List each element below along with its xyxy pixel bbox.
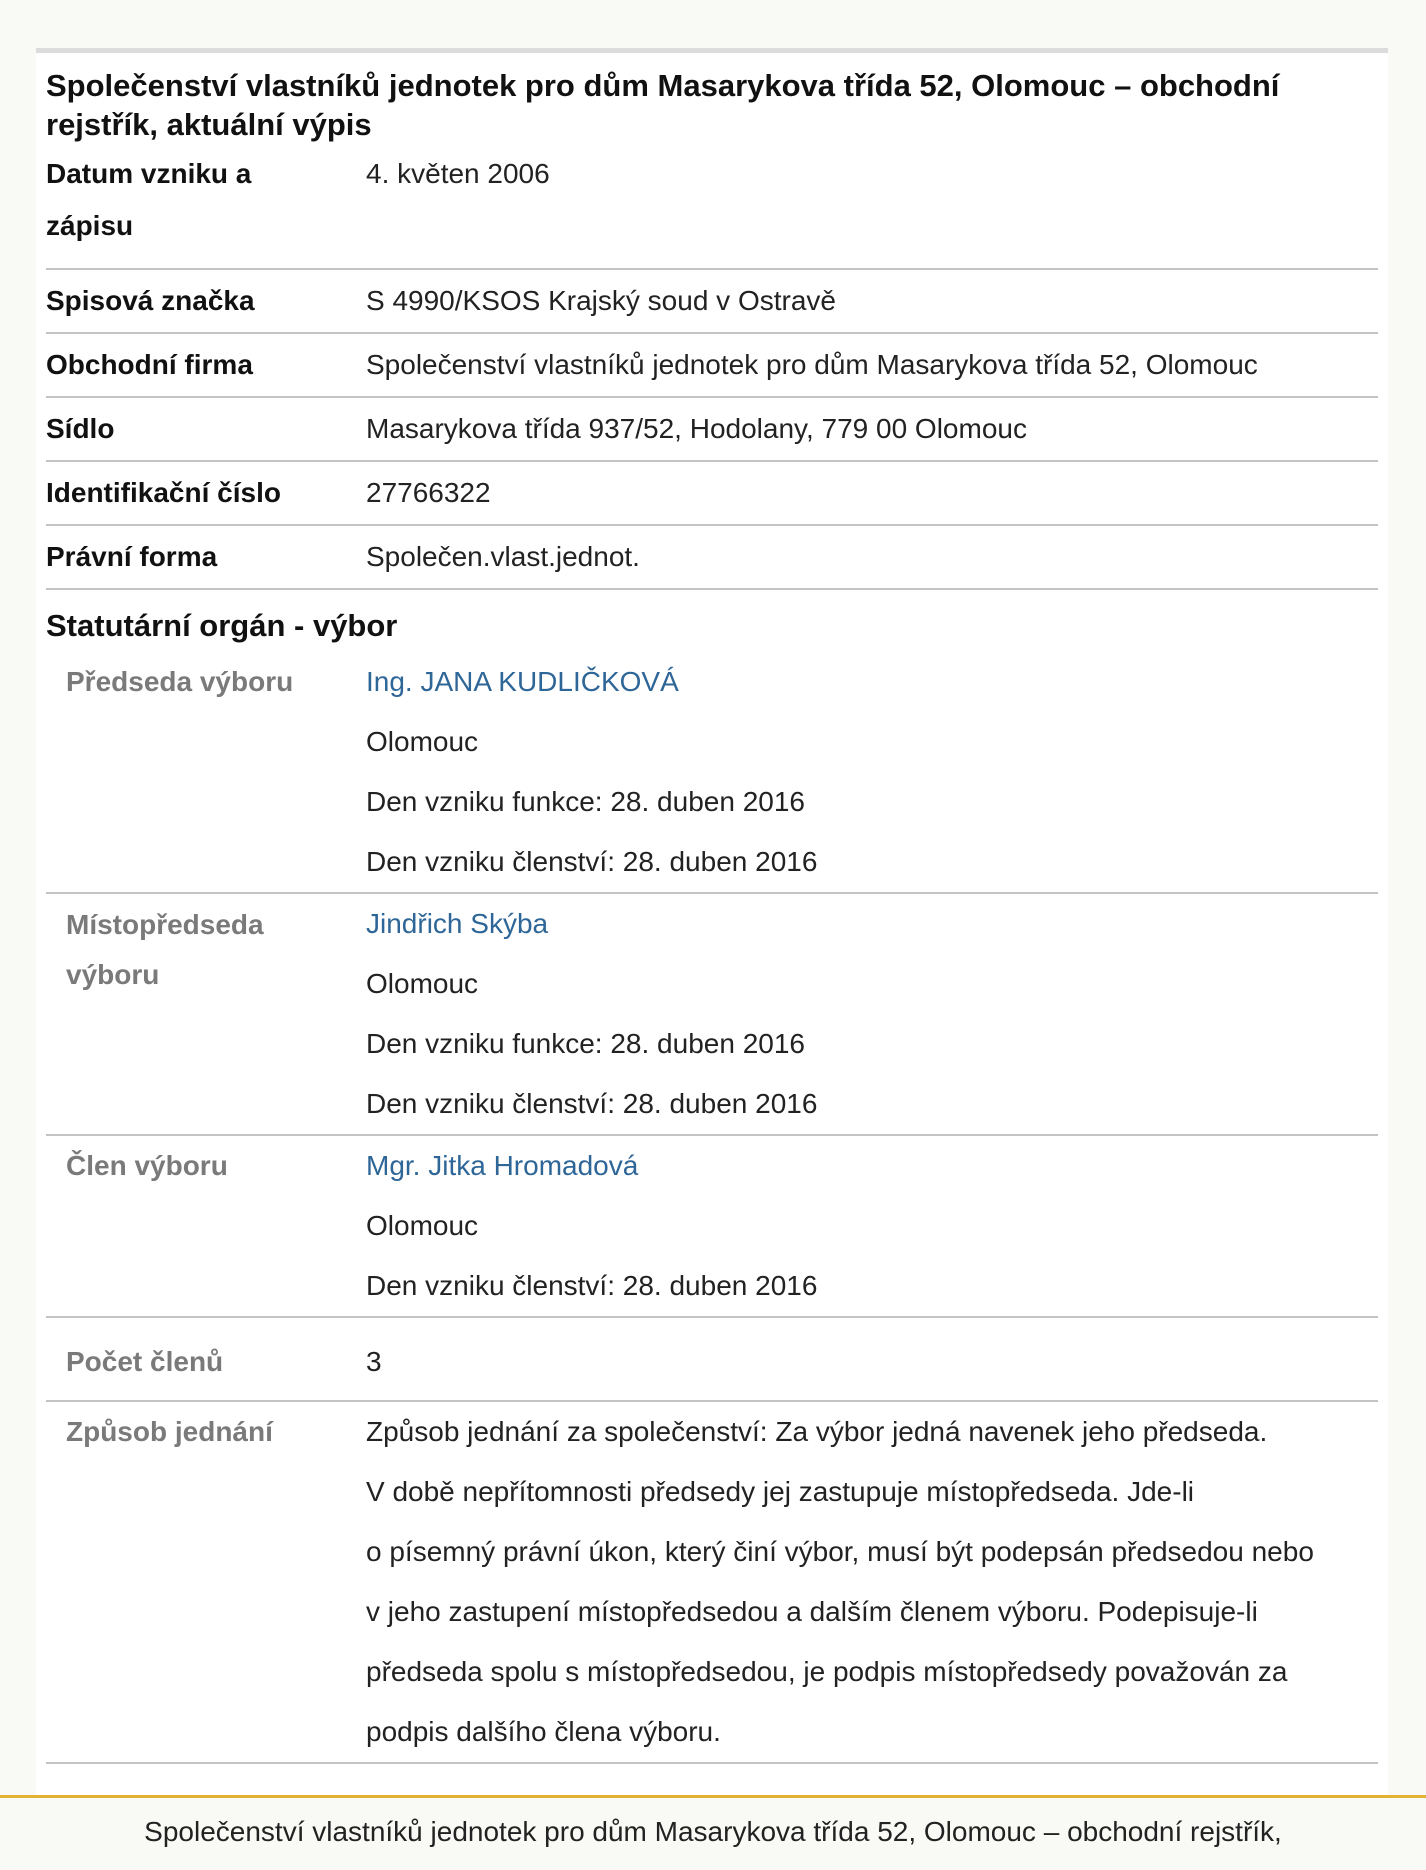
member-role xyxy=(46,894,366,1134)
field-value: 27766322 xyxy=(366,477,491,508)
member-city: Olomouc xyxy=(366,726,479,757)
field-row-acting-manner xyxy=(46,1402,1378,1764)
field-value: Společen.vlast.jednot. xyxy=(366,541,640,572)
member-details xyxy=(366,652,1378,892)
field-label: Obchodní firma xyxy=(46,349,253,380)
acting-line: o písemný právní úkon, který činí výbor, musí být podepsán předsedou nebo xyxy=(366,1536,1314,1567)
field-label xyxy=(46,144,366,268)
member-name-link[interactable]: Jindřich Skýba xyxy=(366,908,549,939)
member-role: Člen výboru xyxy=(66,1150,228,1181)
acting-text xyxy=(366,1402,1378,1762)
member-city: Olomouc xyxy=(366,968,479,999)
member-row-chairman xyxy=(46,652,1378,894)
field-label: Počet členů xyxy=(66,1346,224,1377)
acting-line: podpis dalšího člena výboru. xyxy=(366,1716,721,1747)
field-row-file-number xyxy=(46,270,1378,334)
member-row-member xyxy=(46,1136,1378,1318)
field-value: 3 xyxy=(366,1346,382,1377)
field-label: Spisová značka xyxy=(46,285,255,316)
field-value: Společenství vlastníků jednotek pro dům Masarykova třída 52, Olomouc xyxy=(366,349,1258,380)
field-value: Masarykova třída 937/52, Hodolany, 779 00 Olomouc xyxy=(366,413,1027,444)
member-membership-date: Den vzniku členství: 28. duben 2016 xyxy=(366,846,818,877)
field-row-id-number xyxy=(46,462,1378,526)
acting-line: V době nepřítomnosti předsedy jej zastupuje místopředseda. Jde-li xyxy=(366,1476,1195,1507)
member-function-date: Den vzniku funkce: 28. duben 2016 xyxy=(366,1028,805,1059)
member-function-date: Den vzniku funkce: 28. duben 2016 xyxy=(366,786,805,817)
member-role: Předseda výboru xyxy=(66,666,294,697)
member-row-vice-chairman xyxy=(46,894,1378,1136)
member-role-text: Místopředseda výboru xyxy=(66,909,264,990)
member-name-link[interactable]: Ing. JANA KUDLIČKOVÁ xyxy=(366,666,679,697)
footer-text: Společenství vlastníků jednotek pro dům Masarykova třída 52, Olomouc – obchodní rejstřík, xyxy=(144,1816,1282,1847)
field-label: Sídlo xyxy=(46,413,115,444)
member-membership-date: Den vzniku členství: 28. duben 2016 xyxy=(366,1088,818,1119)
member-details xyxy=(366,894,1378,1134)
field-label: Právní forma xyxy=(46,541,218,572)
field-label: Identifikační číslo xyxy=(46,477,281,508)
acting-line: Způsob jednání za společenství: Za výbor jedná navenek jeho předseda. xyxy=(366,1416,1268,1447)
field-row-member-count xyxy=(46,1318,1378,1402)
field-value: 4. květen 2006 xyxy=(366,158,550,189)
footer-divider xyxy=(0,1795,1426,1798)
member-details xyxy=(366,1136,1378,1316)
field-row-business-name xyxy=(46,334,1378,398)
field-row-legal-form xyxy=(46,526,1378,590)
acting-line: v jeho zastupení místopředsedou a dalším členem výboru. Podepisuje-li xyxy=(366,1596,1258,1627)
document-title: Společenství vlastníků jednotek pro dům Masarykova třída 52, Olomouc – obchodní rejstřík, aktuální výpis xyxy=(46,68,1280,142)
member-name-link[interactable]: Mgr. Jitka Hromadová xyxy=(366,1150,639,1181)
field-label: Způsob jednání xyxy=(66,1416,273,1447)
member-membership-date: Den vzniku členství: 28. duben 2016 xyxy=(366,1270,818,1301)
section-title-statutory: Statutární orgán - výbor xyxy=(46,608,398,643)
field-value: S 4990/KSOS Krajský soud v Ostravě xyxy=(366,285,836,316)
member-city: Olomouc xyxy=(366,1210,479,1241)
field-row-founded xyxy=(46,144,1378,270)
acting-line: předseda spolu s místopředsedou, je podpis místopředsedy považován za xyxy=(366,1656,1288,1687)
document-sheet xyxy=(36,48,1388,1798)
field-row-seat xyxy=(46,398,1378,462)
field-label-text: Datum vzniku a zápisu xyxy=(46,158,252,241)
